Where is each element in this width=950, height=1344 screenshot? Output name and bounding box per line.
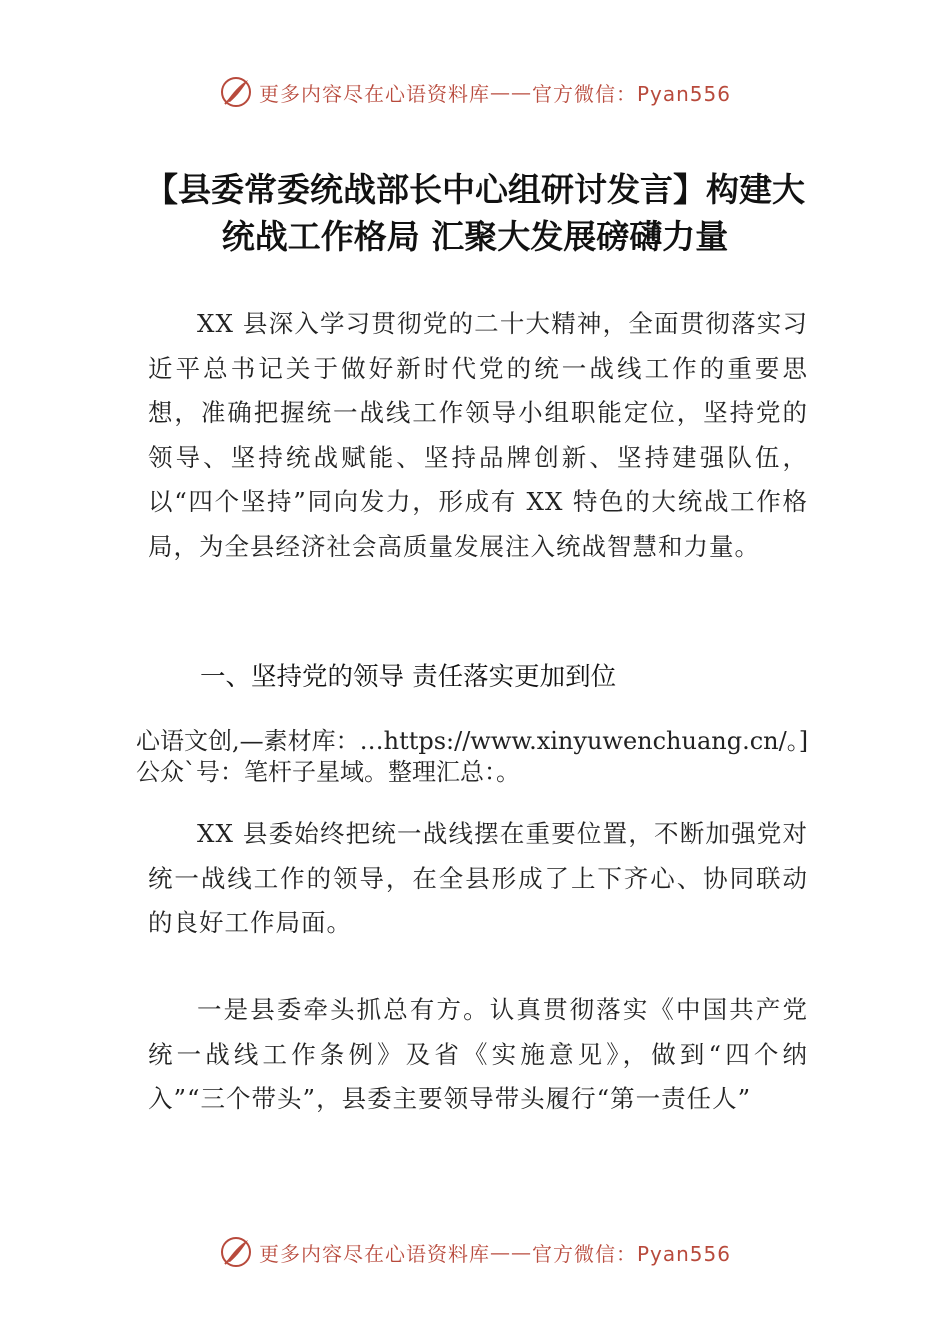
watermark-wechat: 官方微信：Pyan556 xyxy=(531,81,731,106)
intro-paragraph: XX 县深入学习贯彻党的二十大精神，全面贯彻落实习近平总书记关于做好新时代党的统一战线工作的重要思想，准确把握统一战线工作领导小组职能定位，坚持党的领导、坚持统战赋能、坚持品牌创新、坚持建强队伍，以“四个坚持”同向发力，形成有 XX 特色的大统战工作格局，为全县经济社会高质量发展注入统战智慧和力量。 xyxy=(148,309,808,561)
section-heading-1: 一、坚持党的领导 责任落实更加到位 xyxy=(200,662,617,692)
source-note: 心语文创,—素材库：…https://www.xinyuwenchuang.cn/。]公众`号：笔杆子星域。整理汇总：。 xyxy=(136,727,809,786)
watermark-footer xyxy=(0,1232,950,1272)
watermark-header xyxy=(0,72,950,112)
watermark-dash: —— xyxy=(489,80,532,104)
watermark-wechat: 官方微信：Pyan556 xyxy=(531,1241,731,1266)
paragraph-3: 一是县委牵头抓总有方。认真贯彻落实《中国共产党统一战线工作条例》及省《实施意见》，做到“四个纳入”“三个带头”，县委主要领导带头履行“第一责任人” xyxy=(148,995,808,1113)
watermark-dash: —— xyxy=(489,1240,532,1264)
watermark-text: 更多内容尽在心语资料库 xyxy=(258,81,490,106)
watermark-text: 更多内容尽在心语资料库 xyxy=(258,1241,490,1266)
quill-logo-icon xyxy=(219,1235,253,1269)
document-title: 【县委常委统战部长中心组研讨发言】构建大统战工作格局 汇聚大发展磅礴力量 xyxy=(145,170,805,256)
quill-logo-icon xyxy=(219,75,253,109)
paragraph-2: XX 县委始终把统一战线摆在重要位置，不断加强党对统一战线工作的领导，在全县形成了上下齐心、协同联动的良好工作局面。 xyxy=(148,819,808,937)
